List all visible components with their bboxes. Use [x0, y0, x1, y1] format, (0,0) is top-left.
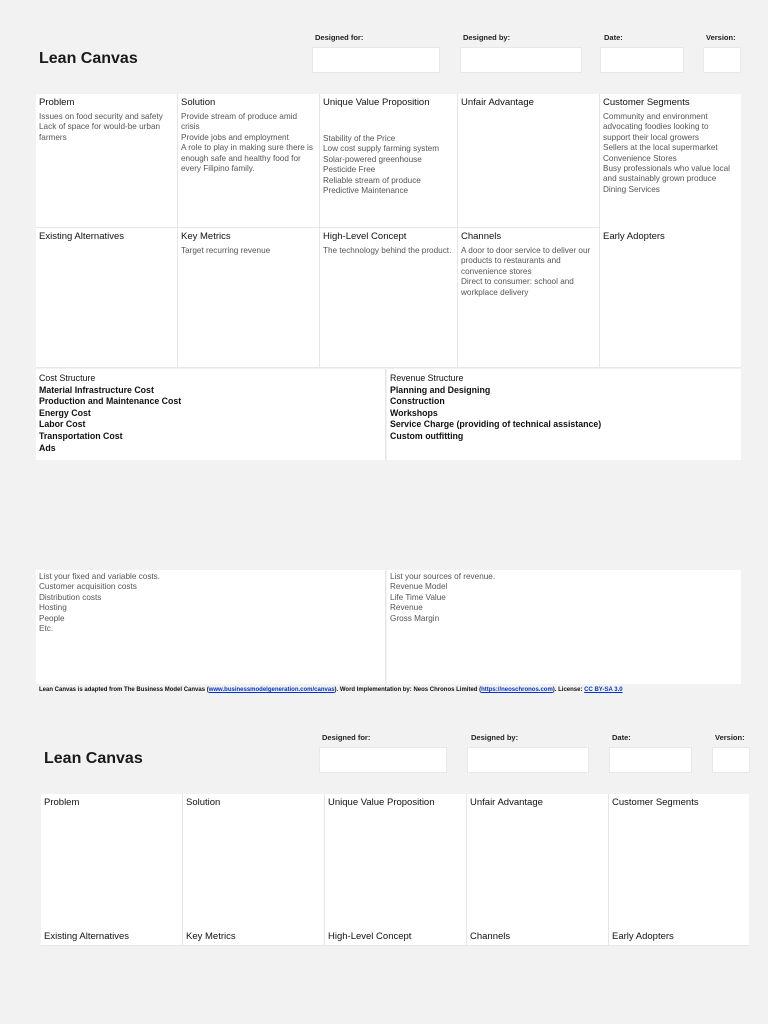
revenue-hint: Gross Margin	[390, 613, 440, 623]
solution-item: Provide jobs and employment	[181, 132, 289, 142]
lean-canvas-grid	[36, 94, 741, 368]
footer-text: ). License:	[552, 687, 585, 693]
solution-cell-2[interactable]	[183, 794, 325, 946]
early-adopters-cell[interactable]	[600, 228, 741, 368]
revenue-structure-cell[interactable]	[387, 369, 741, 460]
problem-item: Issues on food security and safety	[39, 112, 163, 121]
uvp-item: Low cost supply farming system	[323, 144, 440, 154]
customer-segment-item: Busy professionals who value local and sustainably grown produce	[603, 164, 730, 184]
cost-item: Labor Cost	[39, 419, 86, 430]
solution-item: A role to play in making sure there is enough safe and healthy food for every Filipino family.	[181, 143, 313, 174]
version-label: Version:	[706, 33, 736, 42]
solution-title: Solution	[181, 97, 216, 108]
date-field[interactable]	[600, 47, 684, 73]
uvp-title: Unique Value Proposition	[323, 97, 430, 108]
revenue-item: Construction	[390, 396, 445, 407]
solution-cell[interactable]	[178, 94, 320, 228]
cost-item: Transportation Cost	[39, 430, 123, 441]
date-field-2[interactable]	[609, 747, 692, 773]
revenue-item: Planning and Designing	[390, 384, 491, 395]
page-title-2: Lean Canvas	[44, 750, 143, 767]
license-link[interactable]: CC BY-SA 3.0	[584, 687, 623, 693]
early-adopters-title-2: Early Adopters	[612, 931, 674, 942]
channels-title-2: Channels	[470, 931, 511, 942]
key-metrics-cell[interactable]	[178, 228, 320, 368]
uvp-item: Reliable stream of produce	[323, 175, 421, 185]
cost-item: Ads	[39, 442, 56, 453]
attribution-footer	[39, 687, 623, 693]
problem-item: Lack of space for would-be urban farmers	[39, 122, 161, 142]
solution-title-2: Solution	[186, 797, 221, 808]
revenue-hint: Life Time Value	[390, 592, 446, 602]
problem-title: Problem	[39, 97, 75, 108]
existing-alternatives-cell[interactable]	[36, 228, 178, 368]
cost-hint: People	[39, 613, 65, 623]
customer-segments-title-2: Customer Segments	[612, 797, 699, 808]
designed-by-field-2[interactable]	[467, 747, 589, 773]
high-level-concept-item: The technology behind the product.	[323, 246, 452, 255]
customer-segments-cell-2[interactable]	[609, 794, 749, 946]
uvp-cell-2[interactable]	[325, 794, 467, 946]
footer-text: ). Word Implementation by: Neos Chronos Limited (	[334, 687, 482, 693]
cost-hint: Etc.	[39, 624, 54, 634]
key-metrics-item: Target recurring revenue	[181, 246, 271, 255]
neos-chronos-link[interactable]: https://neoschronos.com	[481, 687, 553, 693]
cost-item: Energy Cost	[39, 407, 91, 418]
revenue-hint: Revenue Model	[390, 582, 448, 592]
revenue-hint: List your sources of revenue.	[390, 572, 496, 581]
uvp-item: Stability of the Price	[323, 134, 396, 143]
key-metrics-title-2: Key Metrics	[186, 931, 236, 942]
cost-hint: Distribution costs	[39, 592, 102, 602]
version-field-2[interactable]	[712, 747, 750, 773]
high-level-concept-cell[interactable]	[320, 228, 458, 368]
existing-alternatives-title-2: Existing Alternatives	[44, 931, 130, 942]
revenue-hints-cell[interactable]	[387, 570, 741, 684]
problem-cell[interactable]	[36, 94, 178, 228]
version-field[interactable]	[703, 47, 741, 73]
unfair-advantage-cell-2[interactable]	[467, 794, 609, 946]
revenue-item: Custom outfitting	[390, 430, 464, 441]
problem-cell-2[interactable]	[41, 794, 183, 946]
customer-segment-item: Convenience Stores	[603, 153, 677, 163]
uvp-item: Predictive Maintenance	[323, 186, 409, 196]
unfair-advantage-title: Unfair Advantage	[461, 97, 534, 108]
cost-hint: Hosting	[39, 603, 67, 613]
cost-hint: List your fixed and variable costs.	[39, 572, 161, 581]
high-level-concept-title: High-Level Concept	[323, 231, 407, 242]
channels-cell[interactable]	[458, 228, 600, 368]
customer-segment-item: Community and environment advocating foodies looking to support their local growers	[603, 112, 709, 142]
cost-hint: Customer acquisition costs	[39, 582, 137, 592]
date-label: Date:	[604, 33, 623, 42]
revenue-structure-title: Revenue Structure	[390, 373, 464, 383]
channels-title: Channels	[461, 231, 502, 242]
problem-title-2: Problem	[44, 797, 80, 808]
cost-hints-cell[interactable]	[36, 570, 386, 684]
designed-for-field[interactable]	[312, 47, 440, 73]
uvp-item: Pesticide Free	[323, 165, 376, 175]
revenue-item: Service Charge (providing of technical assistance)	[390, 419, 602, 430]
uvp-cell[interactable]	[320, 94, 458, 228]
uvp-item: Solar-powered greenhouse	[323, 154, 422, 164]
existing-alternatives-title: Existing Alternatives	[39, 231, 125, 242]
revenue-item: Workshops	[390, 407, 438, 418]
cost-structure-cell[interactable]	[36, 369, 386, 460]
customer-segment-item: Sellers at the local supermarket	[603, 143, 718, 153]
designed-for-label: Designed for:	[315, 33, 364, 42]
customer-segments-title: Customer Segments	[603, 97, 690, 108]
channels-item: A door to door service to deliver our products to restaurants and convenience stores	[461, 246, 591, 276]
date-label-2: Date:	[612, 733, 631, 742]
high-level-concept-title-2: High-Level Concept	[328, 931, 412, 942]
version-label-2: Version:	[715, 733, 745, 742]
revenue-hint: Revenue	[390, 603, 423, 613]
page-title: Lean Canvas	[39, 50, 138, 67]
cost-structure-title: Cost Structure	[39, 373, 96, 383]
designed-for-label-2: Designed for:	[322, 733, 371, 742]
lean-canvas-grid-2	[41, 794, 749, 946]
key-metrics-title: Key Metrics	[181, 231, 231, 242]
unfair-advantage-title-2: Unfair Advantage	[470, 797, 543, 808]
unfair-advantage-cell[interactable]	[458, 94, 600, 228]
customer-segment-item: Dining Services	[603, 184, 660, 194]
designed-for-field-2[interactable]	[319, 747, 447, 773]
cost-item: Production and Maintenance Cost	[39, 396, 182, 407]
uvp-title-2: Unique Value Proposition	[328, 797, 435, 808]
cost-item: Material Infrastructure Cost	[39, 384, 154, 395]
early-adopters-title: Early Adopters	[603, 231, 665, 242]
solution-item: Provide stream of produce amid crisis	[181, 112, 298, 132]
footer-text: Lean Canvas is adapted from The Business Model Canvas (	[39, 687, 209, 693]
business-model-link[interactable]: www.businessmodelgeneration.com/canvas	[208, 687, 335, 693]
channels-item: Direct to consumer: school and workplace delivery	[461, 277, 574, 297]
designed-by-label: Designed by:	[463, 33, 511, 42]
designed-by-field[interactable]	[460, 47, 582, 73]
designed-by-label-2: Designed by:	[471, 733, 519, 742]
